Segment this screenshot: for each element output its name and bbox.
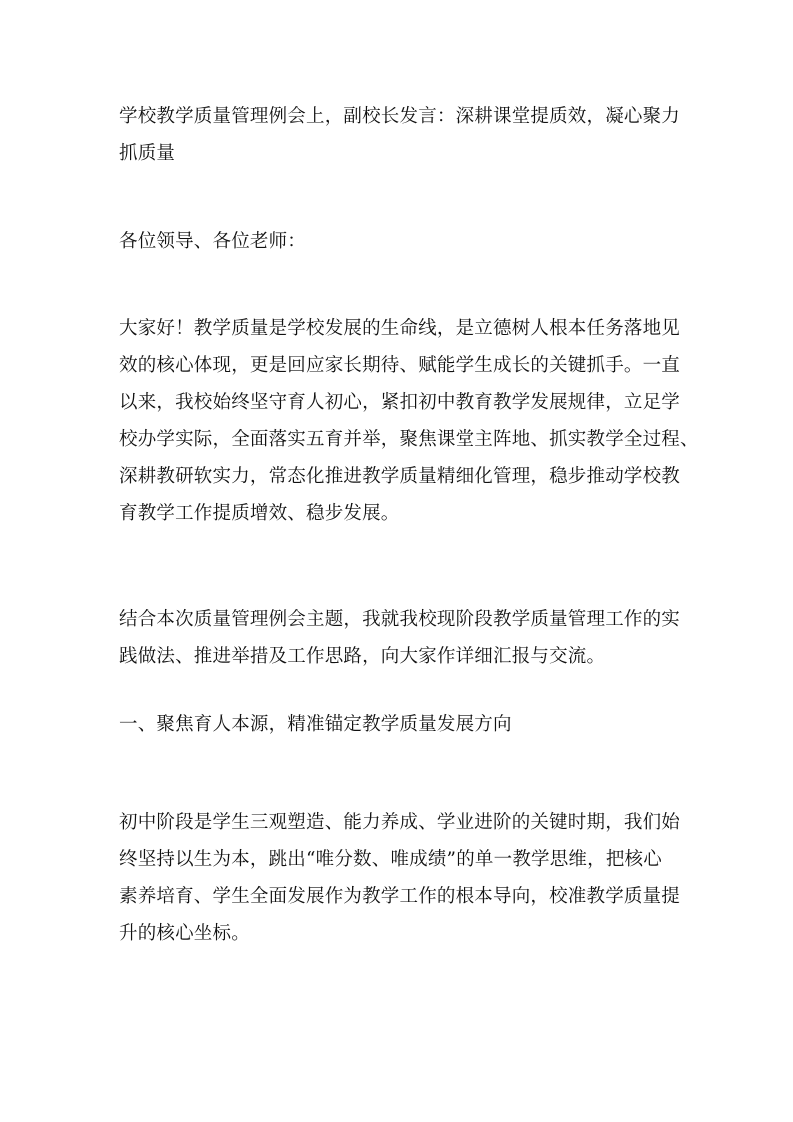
section-heading: [119, 706, 689, 743]
paragraph-line: 终坚持以生为本，跳出“唯分数、唯成绩”的单一教学思维，把核心: [119, 849, 662, 870]
intro-paragraph: [119, 310, 699, 532]
paragraph-line: 践做法、推进举措及工作思路，向大家作详细汇报与交流。: [119, 646, 606, 667]
salutation: [119, 223, 689, 260]
document-title: [119, 98, 689, 172]
paragraph-line: 初中阶段是学生三观塑造、能力养成、学业进阶的关键时期，我们始: [119, 812, 681, 833]
section-paragraph: [119, 804, 689, 952]
paragraph-line: 升的核心坐标。: [119, 923, 250, 944]
title-line: 抓质量: [119, 143, 176, 164]
transition-paragraph: [119, 601, 689, 675]
paragraph-line: 结合本次质量管理例会主题，我就我校现阶段教学质量管理工作的实: [119, 609, 681, 630]
paragraph-line: 校办学实际，全面落实五育并举，聚焦课堂主阵地、抓实教学全过程、: [119, 429, 699, 450]
paragraph-line: 以来，我校始终坚守育人初心，紧扣初中教育教学发展规律，立足学: [119, 392, 681, 413]
salutation-text: 各位领导、各位老师：: [119, 231, 307, 252]
section-heading-text: 一、聚焦育人本源，精准锚定教学质量发展方向: [119, 714, 512, 735]
paragraph-line: 大家好！教学质量是学校发展的生命线，是立德树人根本任务落地见: [119, 318, 681, 339]
paragraph-line: 育教学工作提质增效、稳步发展。: [119, 503, 400, 524]
paragraph-line: 素养培育、学生全面发展作为教学工作的根本导向，校准教学质量提: [119, 886, 681, 907]
paragraph-line: 效的核心体现，更是回应家长期待、赋能学生成长的关键抓手。一直: [119, 355, 681, 376]
paragraph-line: 深耕教研软实力，常态化推进教学质量精细化管理，稳步推动学校教: [119, 466, 681, 487]
title-line: 学校教学质量管理例会上，副校长发言：深耕课堂提质效，凝心聚力: [119, 106, 681, 127]
